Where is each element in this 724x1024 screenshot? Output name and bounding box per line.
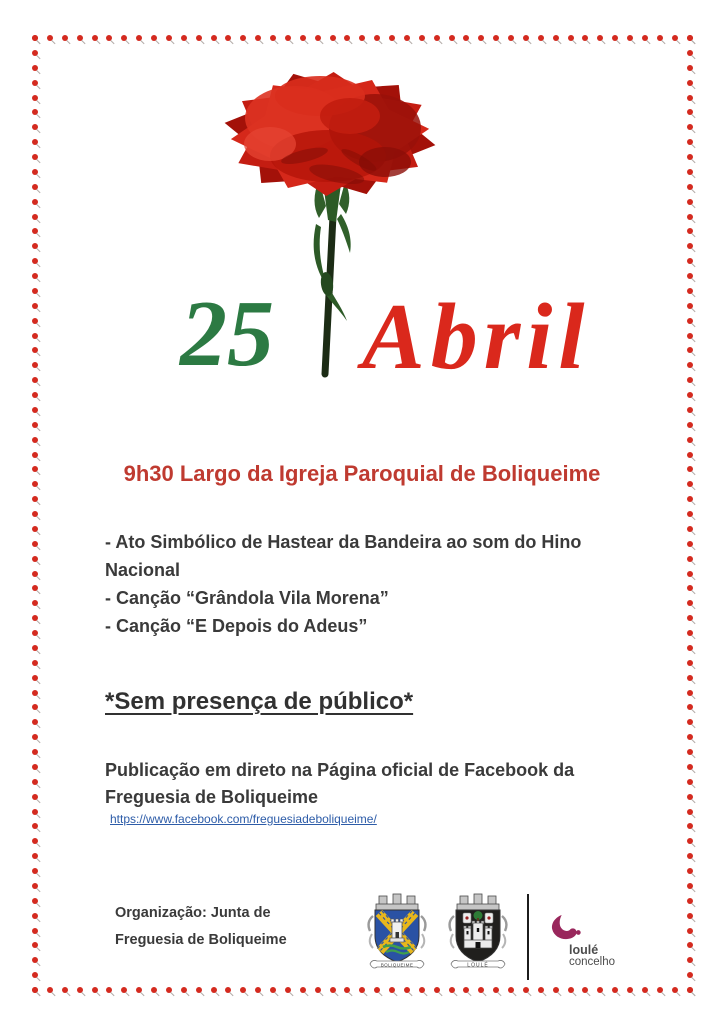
event-heading: 9h30 Largo da Igreja Paroquial de Boliqueime (123, 461, 601, 486)
footer-divider (527, 894, 529, 980)
organization-line2: Freguesia de Boliqueime (115, 932, 287, 948)
organization-text (115, 900, 287, 954)
program-list (105, 528, 660, 640)
dotted-border-right (687, 35, 693, 993)
logo-subtitle: concelho (569, 956, 616, 968)
title-month: Abril (362, 285, 591, 389)
loule-crest (443, 892, 513, 976)
facebook-link[interactable]: https://www.facebook.com/freguesiadeboliqueime/ (110, 812, 377, 826)
tower-icon (390, 919, 404, 942)
organization-line1: Organização: Junta de (115, 905, 271, 921)
dotted-border-left (32, 35, 38, 993)
program-item: - Ato Simbólico de Hastear da Bandeira ao som do Hino Nacional (105, 532, 582, 580)
carnation-leaf (337, 214, 351, 253)
crest-banner-label: BOLIQUEIME (380, 962, 414, 968)
dotted-border-top (32, 35, 693, 41)
broadcast-text: Publicação em direto na Página oficial de Facebook da Freguesia de Boliqueime (105, 760, 575, 807)
logo-name: loulé (569, 943, 599, 957)
loule-swoosh-icon (550, 914, 586, 942)
carnation-flower-head (200, 56, 466, 212)
loule-concelho-logo (550, 914, 640, 968)
program-item: - Canção “E Depois do Adeus” (105, 616, 368, 636)
crest-banner-label: LOULÉ (467, 962, 489, 969)
no-public-notice: *Sem presença de público* (105, 688, 414, 715)
title-day: 25 (180, 282, 274, 386)
program-item: - Canção “Grândola Vila Morena” (105, 588, 389, 608)
mural-crown-icon (457, 894, 499, 910)
mural-crown-icon (376, 894, 418, 910)
boliqueime-crest (362, 892, 432, 976)
dotted-border-bottom (32, 987, 693, 993)
